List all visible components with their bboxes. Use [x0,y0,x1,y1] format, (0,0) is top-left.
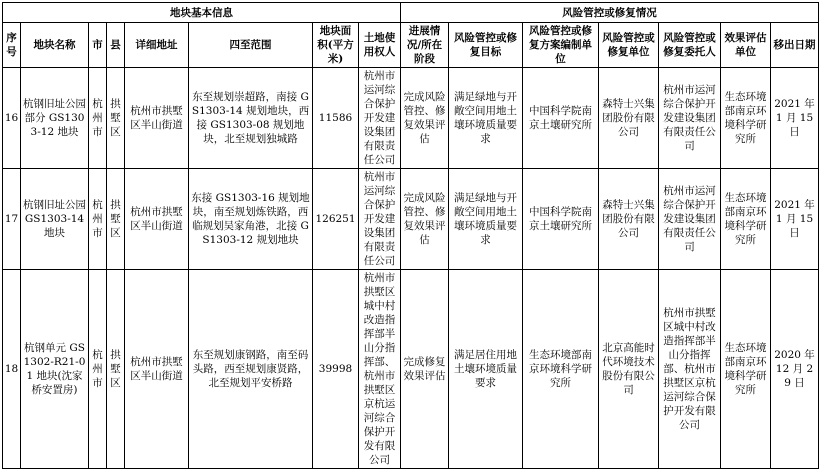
cell-client: 杭州市运河综合保护开发建设集团有限责任公司 [659,169,721,270]
cell-address: 杭州市拱墅区半山街道 [125,169,189,270]
cell-removal-date: 2021 年 1 月 15 日 [771,169,819,270]
header-progress: 进展情况/所在阶段 [401,23,449,68]
cell-seq: 16 [3,68,21,169]
cell-land-right: 杭州市运河综合保护开发建设集团有限责任公司 [359,68,401,169]
table-row [3,68,819,169]
cell-target: 满足绿地与开敞空间用地土壤环境质量要求 [449,169,523,270]
header-city: 市 [89,23,107,68]
header-boundary: 四至范围 [189,23,313,68]
cell-city: 杭州市 [89,169,107,270]
cell-area: 11586 [313,68,359,169]
cell-land-right: 杭州市运河综合保护开发建设集团有限责任公司 [359,169,401,270]
cell-county: 拱墅区 [107,169,125,270]
cell-repair-unit: 北京高能时代环境技术股份有限公司 [599,270,659,469]
cell-client: 杭州市运河综合保护开发建设集团有限责任公司 [659,68,721,169]
cell-seq: 18 [3,270,21,469]
cell-eval-unit: 生态环境部南京环境科学研究所 [721,270,771,469]
cell-area: 39998 [313,270,359,469]
cell-boundary: 东至规划康钢路，南至码头路，西至规划康贤路，北至规划平安桥路 [189,270,313,469]
header-repair-unit: 风险管控或修复单位 [599,23,659,68]
cell-repair-unit: 森特士兴集团股份有限公司 [599,68,659,169]
cell-eval-unit: 生态环境部南京环境科学研究所 [721,68,771,169]
cell-address: 杭州市拱墅区半山街道 [125,270,189,469]
cell-target: 满足居住用地土壤环境质量要求 [449,270,523,469]
cell-plan-unit: 生态环境部南京环境科学研究所 [523,270,599,469]
cell-seq: 17 [3,169,21,270]
header-address: 详细地址 [125,23,189,68]
header-removal-date: 移出日期 [771,23,819,68]
cell-city: 杭州市 [89,270,107,469]
cell-name: 杭钢单元 GS1302-R21-01 地块(沈家桥安置房) [21,270,89,469]
group-header-risk-control: 风险管控或修复情况 [401,3,819,23]
cell-name: 杭钢旧址公园 GS1303-14 地块 [21,169,89,270]
table-row [3,169,819,270]
cell-plan-unit: 中国科学院南京土壤研究所 [523,68,599,169]
cell-name: 杭钢旧址公园部分 GS1303-12 地块 [21,68,89,169]
cell-progress: 完成风险管控、修复效果评估 [401,169,449,270]
header-seq: 序号 [3,23,21,68]
cell-county: 拱墅区 [107,68,125,169]
cell-land-right: 杭州市拱墅区城中村改造指挥部半山分指挥部、杭州市拱墅区京杭运河综合保护开发有限公司 [359,270,401,469]
header-client: 风险管控或修复委托人 [659,23,721,68]
cell-boundary: 东接 GS1303-16 规划地块，南至规划炼铁路，西临规划吴家角港，北接 GS1303-12 规划地块 [189,169,313,270]
cell-removal-date: 2021 年 1 月 15 日 [771,68,819,169]
cell-area: 126251 [313,169,359,270]
header-eval-unit: 效果评估单位 [721,23,771,68]
cell-eval-unit: 生态环境部南京环境科学研究所 [721,169,771,270]
cell-removal-date: 2020 年 12 月 29 日 [771,270,819,469]
cell-repair-unit: 森特士兴集团股份有限公司 [599,169,659,270]
header-area: 地块面积(平方米) [313,23,359,68]
header-plan-unit: 风险管控或修复方案编制单位 [523,23,599,68]
cell-address: 杭州市拱墅区半山街道 [125,68,189,169]
cell-city: 杭州市 [89,68,107,169]
cell-target: 满足绿地与开敞空间用地土壤环境质量要求 [449,68,523,169]
contaminated-land-table [2,2,819,469]
cell-progress: 完成修复效果评估 [401,270,449,469]
cell-client: 杭州市拱墅区城中村改造指挥部半山分指挥部、杭州市拱墅区京杭运河综合保护开发有限公司 [659,270,721,469]
cell-boundary: 东至规划崇超路，南接 GS1303-14 规划地块，西接 GS1303-08 规划地块，北至规划独城路 [189,68,313,169]
cell-plan-unit: 中国科学院南京土壤研究所 [523,169,599,270]
header-land-right: 土地使用权人 [359,23,401,68]
cell-county: 拱墅区 [107,270,125,469]
cell-progress: 完成风险管控、修复效果评估 [401,68,449,169]
table-row [3,270,819,469]
header-name: 地块名称 [21,23,89,68]
header-county: 县 [107,23,125,68]
group-header-basic-info: 地块基本信息 [3,3,401,23]
header-target: 风险管控或修复目标 [449,23,523,68]
